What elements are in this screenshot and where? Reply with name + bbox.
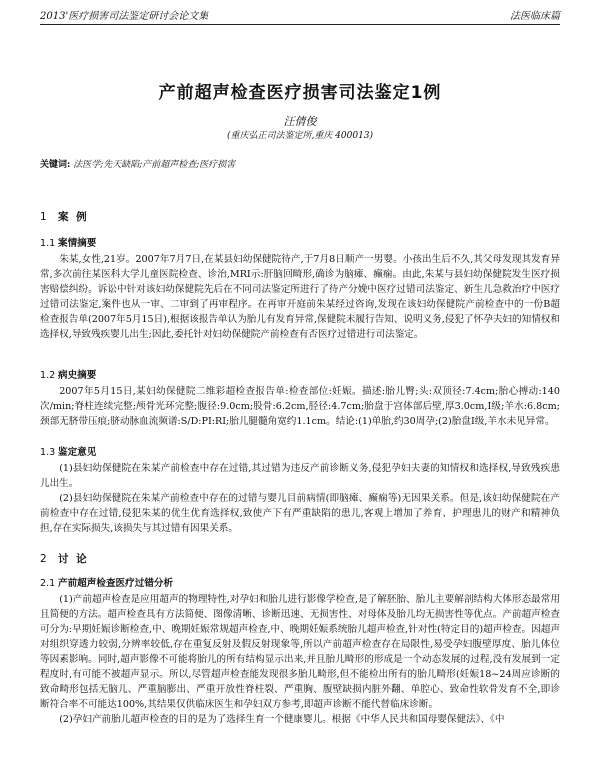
history-paragraph: 2007年5月15日,某妇幼保健院二维彩超检查报告单:检查部位:妊娠。描述:胎儿臀;头:双顶径:7.4cm;胎心搏动:140次/min;脊柱连续完整;颅骨光环完整;腹径:9.0cm;股骨:6.2cm,胫径:4.7cm;胎盘于宫体部后壁,厚3.0cm,Ⅰ级;羊水:6.8cm;颈部无脐带压痕;脐动脉血流频谱:S/D:PI:RI;胎儿腿髓角宽约1.1cm。结论:(1)单胎,约30周孕;(2)胎盘Ⅰ级,羊水未见异常。: [40, 386, 560, 427]
running-header-right: 法医临床篇: [510, 11, 560, 22]
section-number: 1: [40, 211, 49, 223]
subsection-title: 案情摘要: [58, 238, 97, 249]
opinion-block: [40, 461, 560, 536]
article-title: 产前超声检查医疗损害司法鉴定1例: [158, 83, 442, 103]
subsection-title: 病史摘要: [58, 370, 97, 381]
section-2-heading: [40, 552, 560, 567]
author-affiliation: (重庆弘正司法鉴定所,重庆 400013): [226, 131, 374, 141]
author-name: 汪倩俊: [283, 115, 317, 128]
subsection-number: 2.1: [40, 578, 56, 589]
section-title: 案 例: [58, 211, 89, 223]
discussion-paragraph-2: (2)孕妇产前胎儿超声检查的目的是为了选择生育一个健康婴儿。根据《中华人民共和国母婴保健法》、《中: [59, 714, 505, 725]
subsection-2-1-heading: [40, 576, 560, 591]
subsection-number: 1.1: [40, 238, 56, 249]
subsection-1-1-heading: [40, 236, 560, 251]
subsection-number: 1.2: [40, 370, 56, 381]
opinion-paragraph-1: (1)县妇幼保健院在朱某产前检查中存在过错,其过错为违反产前诊断义务,侵犯孕妇夫妻的知情权和选择权,导致残疾患儿出生。: [40, 463, 560, 489]
case-summary-block: [40, 252, 560, 342]
discussion-block: [40, 592, 560, 727]
running-header: [40, 6, 560, 25]
keywords-label: 关键词:: [40, 160, 71, 170]
subsection-title: 鉴定意见: [58, 447, 97, 458]
subsection-1-3-heading: [40, 445, 560, 460]
section-number: 2: [40, 553, 49, 565]
running-header-left: 2013'医疗损害司法鉴定研讨会论文集: [40, 11, 209, 22]
section-title: 讨 论: [58, 553, 89, 565]
discussion-paragraph-1: (1)产前超声检查是应用超声的物理特性,对孕妇和胎儿进行影像学检查,是了解胚胎、胎儿主要解剖结构大体形态最常用且简便的方法。超声检查具有方法简便、图像清晰、诊断迅速、无损害性、对母体及胎儿均无损害性等优点。产前超声检查可分为:早期妊娠诊断检查,中、晚期妊娠常规超声检查,中、晚期妊娠系统胎儿超声检查,针对性(特定目的)超声检查。因超声对组织穿透力较弱,分辨率较低,存在重复反射及假反射现象等,所以产前超声检查存在局限性,易受孕妇腹壁厚度、胎儿体位等因素影响。同时,超声影像不可能将胎儿的所有结构显示出来,并且胎儿畸形的形成是一个动态发展的过程,没有发展到一定程度时,有可能不被超声显示。所以,尽管超声检查能发现很多胎儿畸形,但不能检出所有的胎儿畸形(妊娠18~24周应诊断的致命畸形包括无脑儿、严重脑膨出、严重开放性脊柱裂、严重胸、腹壁缺损内脏外翻、单腔心、致命性软骨发育不全,即诊断符合率不可能达100%,其结果仅供临床医生和孕妇双方参考,即超声诊断不能代替临床诊断。: [40, 594, 560, 710]
case-summary-paragraph: 朱某,女性,21岁。2007年7月7日,在某县妇幼保健院待产,于7月8日顺产一男婴。小孩出生后不久,其父母发现其发育异常,多次前往某医科大学儿童医院检查、诊治,MRI示:肝脑回畸形,确诊为脑瘫、癫痫。由此,朱某与县妇幼保健院发生医疗损害赔偿纠纷。诉讼中针对该妇幼保健院先后在不同司法鉴定所进行了待产分娩中医疗过错司法鉴定、新生儿急救治疗中医疗过错司法鉴定,案件也从一审、二审到了再审程序。在再审开庭前朱某经过咨询,发现在该妇幼保健院产前检查中的一份B超检查报告单(2007年5月15日),根据该报告单认为胎儿有发育异常,保健院未履行告知、说明义务,侵犯了怀孕夫妇的知情权和选择权,导致残疾婴儿出生;因此,委托针对妇幼保健院产前检查有否医疗过错进行司法鉴定。: [40, 254, 560, 340]
section-1-heading: [40, 210, 560, 225]
keywords-text: 法医学;先天缺陷;产前超声检查;医疗损害: [73, 160, 236, 170]
keywords: [40, 157, 560, 170]
subsection-title: 产前超声检查医疗过错分析: [58, 578, 174, 589]
history-block: [40, 384, 560, 429]
subsection-number: 1.3: [40, 447, 56, 458]
subsection-1-2-heading: [40, 368, 560, 383]
opinion-paragraph-2: (2)县妇幼保健院在朱某产前检查中存在的过错与婴儿目前病情(即脑瘫、癫痫等)无因果关系。但是,该妇幼保健院在产前检查中存在过错,侵犯朱某的优生优育选择权,致使产下有严重缺陷的患儿,客观上增加了养育、护理患儿的财产和精神负担,存在实际损失,该损失与其过错有因果关系。: [40, 493, 560, 534]
